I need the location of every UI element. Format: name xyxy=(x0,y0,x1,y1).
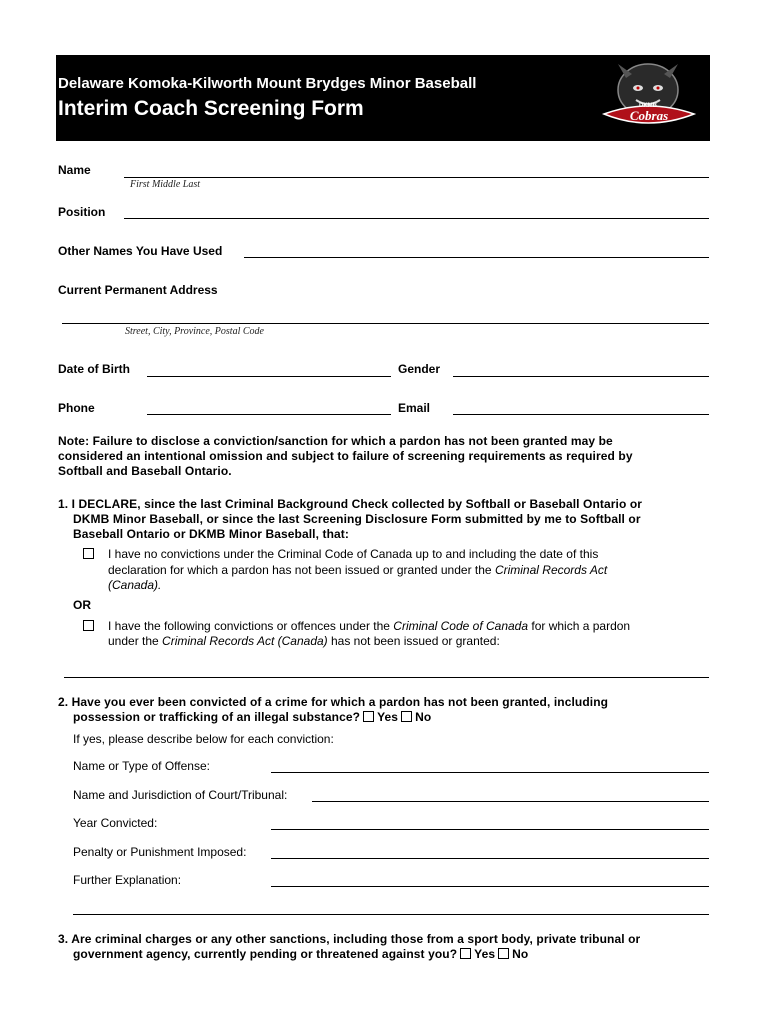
q2-yes-label: Yes xyxy=(377,710,399,724)
q2-no-checkbox[interactable] xyxy=(401,711,412,722)
q1-line3: Baseball Ontario or DKMB Minor Baseball, that: xyxy=(73,527,349,541)
form-title: Interim Coach Screening Form xyxy=(58,97,364,120)
email-field[interactable] xyxy=(453,414,709,415)
organization-name: Delaware Komoka-Kilworth Mount Brydges Minor Baseball xyxy=(58,75,477,92)
phone-field[interactable] xyxy=(147,414,391,415)
q1-option2-line2: under the Criminal Records Act (Canada) has not been issued or granted: xyxy=(108,634,500,648)
further-field[interactable] xyxy=(271,886,709,887)
q1-line1: 1. I DECLARE, since the last Criminal Background Check collected by Softball or Baseball Ontario or xyxy=(58,497,643,511)
convictions-field[interactable] xyxy=(64,677,709,678)
or-separator: OR xyxy=(73,598,92,612)
offense-label: Name or Type of Offense: xyxy=(73,759,210,773)
q3-no-checkbox[interactable] xyxy=(498,948,509,959)
other-names-label: Other Names You Have Used xyxy=(58,244,223,258)
further-label: Further Explanation: xyxy=(73,873,182,887)
q3-line1: 3. Are criminal charges or any other sanctions, including those from a sport body, private tribunal or xyxy=(58,932,641,946)
q2-no-label: No xyxy=(415,710,432,724)
q2-yes-checkbox[interactable] xyxy=(363,711,374,722)
court-label: Name and Jurisdiction of Court/Tribunal: xyxy=(73,788,288,802)
q1-option1-line2: declaration for which a pardon has not been issued or granted under the Criminal Records Act xyxy=(108,563,608,577)
email-label: Email xyxy=(398,401,431,415)
no-convictions-checkbox[interactable] xyxy=(83,548,94,559)
q2-if-yes: If yes, please describe below for each conviction: xyxy=(73,732,334,746)
has-convictions-checkbox[interactable] xyxy=(83,620,94,631)
q1-option2-line1: I have the following convictions or offences under the Criminal Code of Canada for which a pardon xyxy=(108,619,631,633)
svg-text:Cobras: Cobras xyxy=(629,108,669,123)
q1-option1-line1: I have no convictions under the Criminal Code of Canada up to and including the date of this xyxy=(108,547,599,561)
court-field[interactable] xyxy=(312,801,709,802)
further-extra-field[interactable] xyxy=(73,914,709,915)
dob-field[interactable] xyxy=(147,376,391,377)
q3-no-label: No xyxy=(512,947,529,961)
year-field[interactable] xyxy=(271,829,709,830)
gender-field[interactable] xyxy=(453,376,709,377)
q3-yes-checkbox[interactable] xyxy=(460,948,471,959)
dkmb-cobras-logo xyxy=(596,58,700,138)
address-field[interactable] xyxy=(62,323,709,324)
year-label: Year Convicted: xyxy=(73,816,158,830)
phone-label: Phone xyxy=(58,401,95,415)
address-label: Current Permanent Address xyxy=(58,283,218,297)
q1-line2: DKMB Minor Baseball, or since the last Screening Disclosure Form submitted by me to Softball or xyxy=(73,512,641,526)
other-names-field[interactable] xyxy=(244,257,709,258)
q2-line2: possession or trafficking of an illegal substance? Yes No xyxy=(73,710,432,724)
offense-field[interactable] xyxy=(271,772,709,773)
gender-label: Gender xyxy=(398,362,441,376)
q2-line1: 2. Have you ever been convicted of a crime for which a pardon has not been granted, including xyxy=(58,695,609,709)
penalty-label: Penalty or Punishment Imposed: xyxy=(73,845,247,859)
position-label: Position xyxy=(58,205,106,219)
address-hint: Street, City, Province, Postal Code xyxy=(125,326,264,337)
q3-yes-label: Yes xyxy=(474,947,496,961)
name-field[interactable] xyxy=(124,177,709,178)
dob-label: Date of Birth xyxy=(58,362,130,376)
name-hint: First Middle Last xyxy=(130,179,201,190)
q3-line2: government agency, currently pending or threatened against you? Yes No xyxy=(73,947,529,961)
name-label: Name xyxy=(58,163,91,177)
svg-text:DKMB: DKMB xyxy=(639,103,657,109)
position-field[interactable] xyxy=(124,218,709,219)
penalty-field[interactable] xyxy=(271,858,709,859)
q1-option1-line3: (Canada). xyxy=(108,578,162,592)
screening-note: Note: Failure to disclose a conviction/sanction for which a pardon has not been granted may be considered an intentional omission and subject to failure of screening requirements as required by Softball and Baseball Ontario. xyxy=(58,434,633,478)
